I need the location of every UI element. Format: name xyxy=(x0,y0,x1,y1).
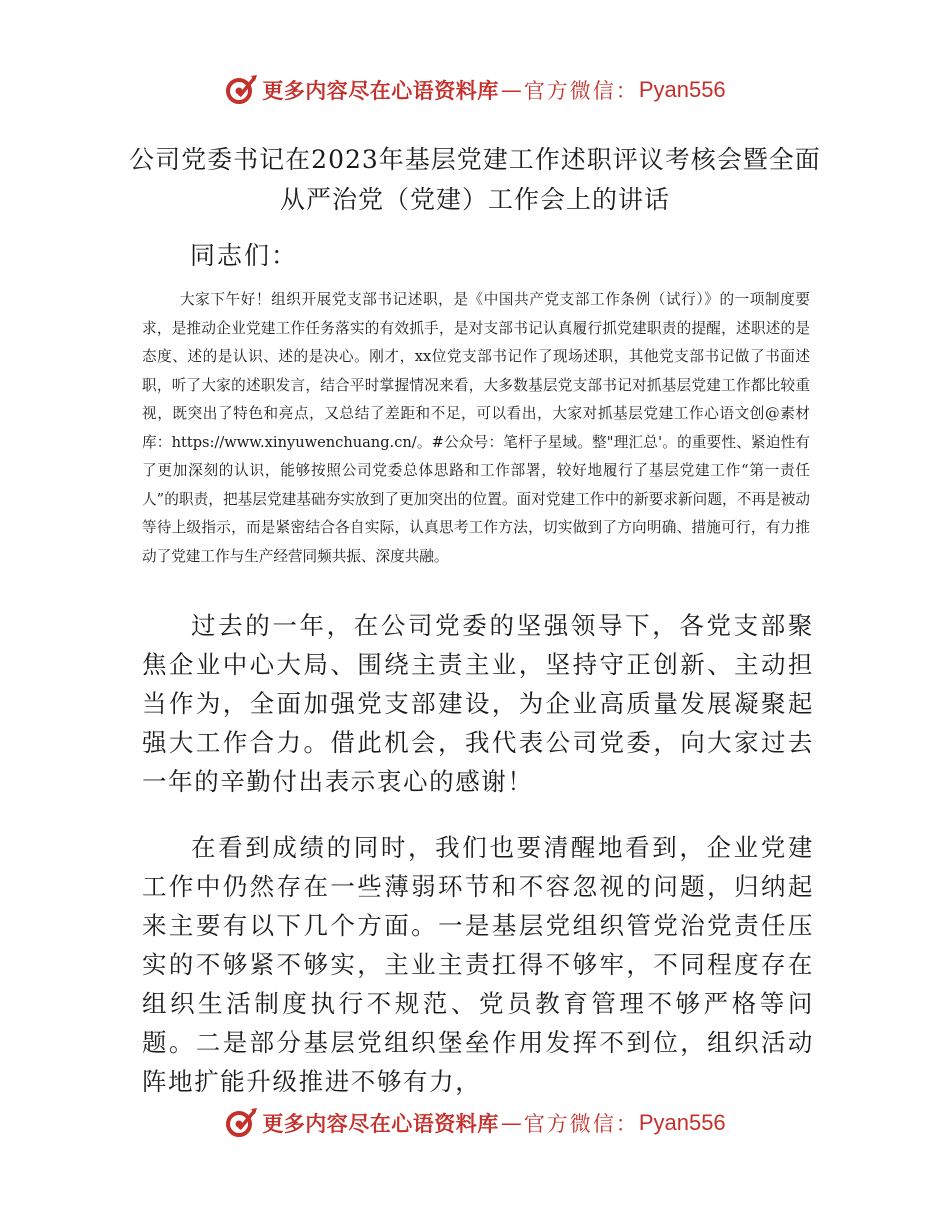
banner-dash: — xyxy=(500,78,522,102)
brand-logo-icon xyxy=(224,1106,258,1140)
banner-dash: — xyxy=(500,1111,522,1135)
title-line-1: 公司党委书记在2023年基层党建工作述职评议考核会暨全面 xyxy=(129,145,821,174)
title-line-2: 从严治党（党建）工作会上的讲话 xyxy=(279,185,670,214)
banner-brand-text: 更多内容尽在心语资料库 xyxy=(262,1112,499,1136)
body-paragraph-3: 在看到成绩的同时，我们也要清醒地看到，企业党建工作中仍然存在一些薄弱环节和不容忽视的问题，归纳起来主要有以下几个方面。一是基层党组织管党治党责任压实的不够紧不够实，主业主责扛得不够牢，不同程度存在组织生活制度执行不规范、党员教育管理不够严格等问题。二是部分基层党组织堡垒作用发挥不到位，组织活动阵地扩能升级推进不够有力， xyxy=(142,833,814,1096)
brand-logo-icon xyxy=(224,73,258,107)
footer-banner xyxy=(0,1103,950,1143)
banner-wechat-label: 官方微信： xyxy=(523,1112,639,1136)
document-title xyxy=(100,140,850,220)
body-paragraph-2: 过去的一年，在公司党委的坚强领导下，各党支部聚焦企业中心大局、围绕主责主业，坚持守正创新、主动担当作为，全面加强党支部建设，为企业高质量发展凝聚起强大工作合力。借此机会，我代表公司党委，向大家过去一年的辛勤付出表示衷心的感谢！ xyxy=(142,611,814,796)
header-banner xyxy=(0,70,950,110)
banner-wechat-label: 官方微信： xyxy=(523,79,639,103)
salutation: 同志们： xyxy=(190,241,299,270)
intro-paragraph: 大家下午好！组织开展党支部书记述职，是《中国共产党支部工作条例（试行）》的一项制度要求，是推动企业党建工作任务落实的有效抓手，是对支部书记认真履行抓党建职责的提醒，述职述的是态度、述的是认识、述的是决心。刚才，xx位党支部书记作了现场述职，其他党支部书记做了书面述职，听了大家的述职发言，结合平时掌握情况来看，大多数基层党支部书记对抓基层党建工作都比较重视，既突出了特色和亮点，又总结了差距和不足，可以看出，大家对抓基层党建工作心语文创@素材库：https://www.xinyuwenchuang.cn/。#公众号：笔杆子星域。整"理汇总'。的重要性、紧迫性有了更加深刻的认识，能够按照公司党委总体思路和工作部署，较好地履行了基层党建工作“第一责任人”的职责，把基层党建基础夯实放到了更加突出的位置。面对党建工作中的新要求新问题，不再是被动等待上级指示，而是紧密结合各自实际，认真思考工作方法，切实做到了方向明确、措施可行，有力推动了党建工作与生产经营同频共振、深度共融。 xyxy=(142,291,810,565)
banner-wechat-id: Pyan556 xyxy=(638,1110,726,1135)
banner-brand-text: 更多内容尽在心语资料库 xyxy=(262,79,499,103)
banner-wechat-id: Pyan556 xyxy=(638,77,726,102)
